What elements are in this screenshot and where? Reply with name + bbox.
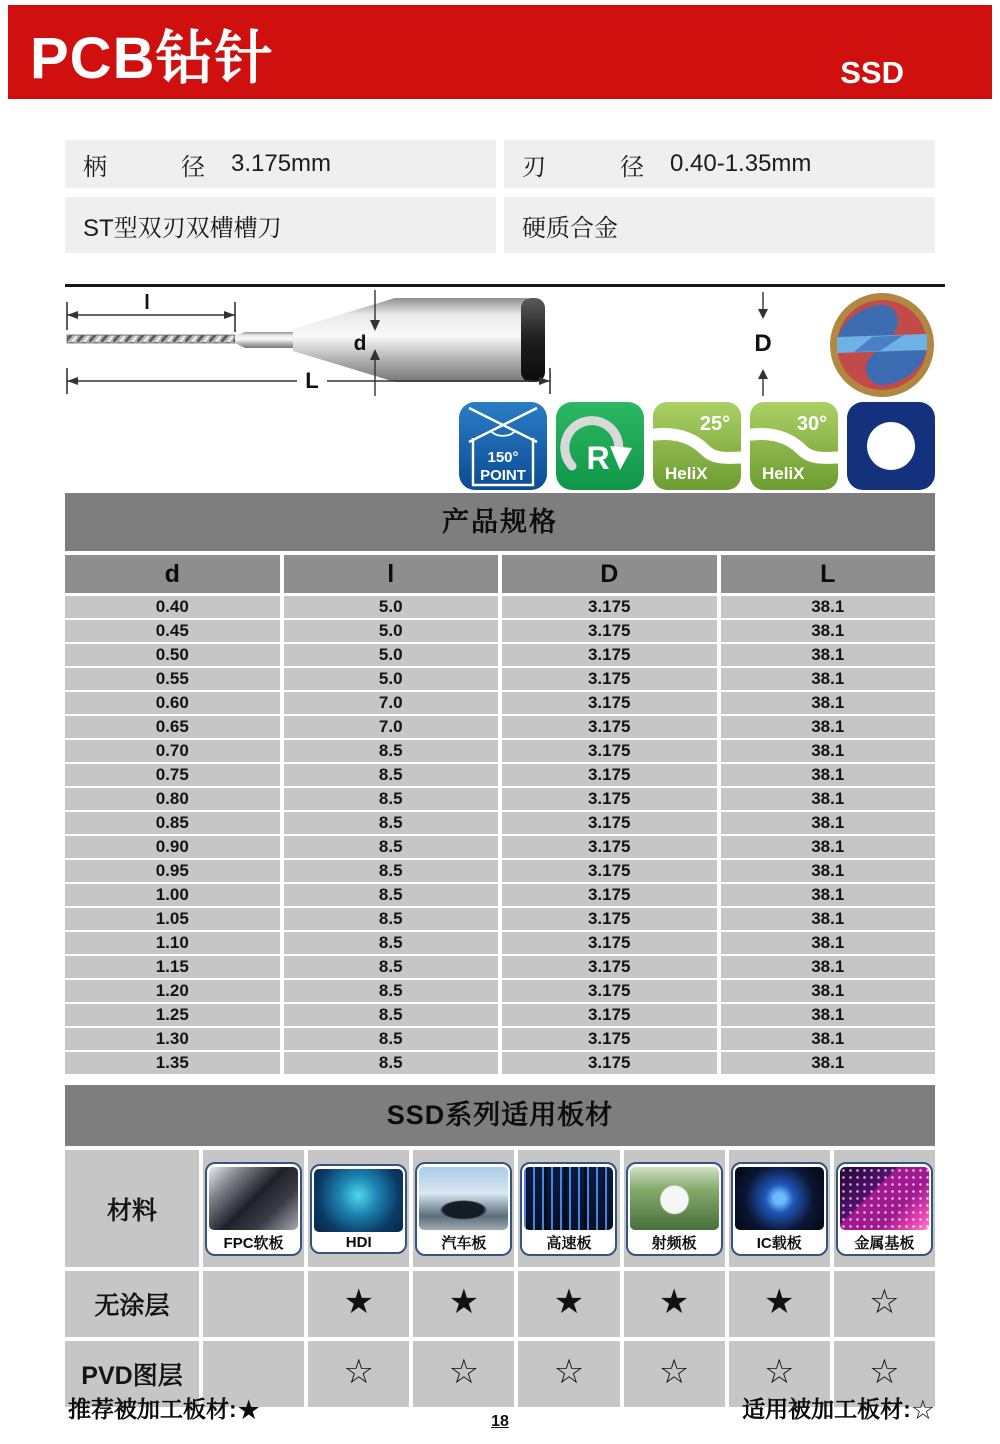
table-cell: 38.1: [721, 644, 936, 666]
material-label: 高速板: [546, 1234, 592, 1252]
table-cell: 3.175: [502, 836, 717, 858]
outline-star-icon: ☆: [729, 1341, 830, 1407]
table-row: [65, 716, 935, 738]
table-cell: 38.1: [721, 932, 936, 954]
suitable-legend-text: 适用被加工板材:: [742, 1396, 911, 1422]
outline-star-icon: ☆: [834, 1341, 935, 1407]
dim-total-length-label: L: [305, 368, 319, 393]
table-cell: 38.1: [721, 788, 936, 810]
material-label: IC载板: [756, 1234, 802, 1252]
table-cell: 3.175: [502, 764, 717, 786]
material-cell: [308, 1150, 409, 1267]
shank-dia-label: 径: [181, 153, 205, 181]
spec-col-header-l: l: [284, 555, 499, 593]
table-cell: 0.60: [65, 692, 280, 714]
table-cell: 1.25: [65, 1004, 280, 1026]
table-cell: 38.1: [721, 1004, 936, 1026]
table-cell: 0.40: [65, 596, 280, 618]
table-row: [65, 1028, 935, 1050]
material-photo: [314, 1169, 403, 1232]
table-cell: 3.175: [502, 1028, 717, 1050]
table-cell: 8.5: [284, 908, 499, 930]
table-row: [65, 764, 935, 786]
spec-table-header-row: [65, 555, 935, 593]
material-card: [836, 1162, 933, 1256]
feature-badges: [459, 402, 936, 490]
table-cell: 0.90: [65, 836, 280, 858]
material-photo: [735, 1167, 824, 1230]
table-cell: 0.50: [65, 644, 280, 666]
table-cell: 1.20: [65, 980, 280, 1002]
material-cell: [413, 1150, 514, 1267]
filled-star-icon: ★: [518, 1271, 619, 1337]
material-cell: [729, 1150, 830, 1267]
table-cell: 38.1: [721, 860, 936, 882]
materials-row-label: 材料: [65, 1150, 199, 1267]
table-row: [65, 740, 935, 762]
spec-table-body: [65, 596, 935, 1074]
materials-section-title: SSD系列适用板材: [65, 1085, 935, 1146]
table-row: [65, 980, 935, 1002]
material-photo: [630, 1167, 719, 1230]
table-cell: 3.175: [502, 860, 717, 882]
helix-25-label: HeliX: [665, 464, 708, 483]
table-cell: 8.5: [284, 932, 499, 954]
table-row: [65, 884, 935, 906]
coating-row-label: PVD图层: [65, 1341, 199, 1407]
helix-30-badge-icon: [750, 402, 838, 490]
table-cell: 1.35: [65, 1052, 280, 1074]
ring-badge-icon: [847, 402, 935, 490]
table-row: [65, 1052, 935, 1074]
table-cell: 5.0: [284, 644, 499, 666]
empty-rating-cell: [203, 1271, 304, 1337]
material-card: [520, 1162, 617, 1256]
product-spec-title: 产品规格: [65, 493, 935, 551]
table-row: [65, 596, 935, 618]
drill-flute: [67, 335, 235, 343]
material-cell: [834, 1150, 935, 1267]
table-cell: 8.5: [284, 740, 499, 762]
table-cell: 8.5: [284, 1004, 499, 1026]
table-cell: 38.1: [721, 956, 936, 978]
helix-30-angle: 30°: [796, 413, 828, 435]
table-row: [65, 932, 935, 954]
point-label: POINT: [480, 467, 526, 484]
material-card: [205, 1162, 302, 1256]
page-number-value: 18: [491, 1413, 509, 1430]
table-row: [65, 836, 935, 858]
page-title: PCB钻针: [30, 26, 274, 91]
spec-col-header-L: L: [721, 555, 936, 593]
rotation-label: R: [586, 440, 610, 476]
table-cell: 7.0: [284, 692, 499, 714]
table-cell: 38.1: [721, 1052, 936, 1074]
table-cell: 8.5: [284, 956, 499, 978]
material-label: 射频板: [651, 1234, 697, 1252]
drill-shank-cap: [521, 298, 545, 382]
material-label: HDI: [345, 1233, 372, 1251]
drill-shank: [395, 298, 527, 382]
table-cell: 38.1: [721, 764, 936, 786]
point-angle-value: 150°: [487, 449, 519, 466]
table-cell: 38.1: [721, 596, 936, 618]
table-cell: 38.1: [721, 668, 936, 690]
material-card: [626, 1162, 723, 1256]
table-cell: 0.80: [65, 788, 280, 810]
page-number: [0, 1413, 1000, 1431]
table-cell: 3.175: [502, 644, 717, 666]
material-card: [731, 1162, 828, 1256]
materials-table: [65, 1150, 935, 1407]
material-photo: [524, 1167, 613, 1230]
blade-dia-value: 0.40-1.35mm: [670, 150, 812, 177]
table-cell: 8.5: [284, 836, 499, 858]
table-cell: 8.5: [284, 1052, 499, 1074]
table-cell: 38.1: [721, 716, 936, 738]
table-row: [65, 788, 935, 810]
spec-summary: [65, 140, 935, 253]
table-row: [65, 956, 935, 978]
recommended-legend-text: 推荐被加工板材:: [68, 1396, 237, 1422]
shank-label: 柄: [83, 153, 107, 181]
point-angle-badge-icon: [459, 402, 547, 490]
material-cell: [624, 1150, 725, 1267]
spec-col-header-D: D: [502, 555, 717, 593]
table-cell: 38.1: [721, 884, 936, 906]
filled-star-icon: ★: [413, 1271, 514, 1337]
shank-diameter-cell: [65, 140, 496, 188]
table-cell: 0.45: [65, 620, 280, 642]
rotation-direction-badge-icon: [556, 402, 644, 490]
table-cell: 0.55: [65, 668, 280, 690]
table-cell: 38.1: [721, 812, 936, 834]
outline-star-icon: ☆: [624, 1341, 725, 1407]
outline-star-icon: ☆: [308, 1341, 409, 1407]
filled-star-icon: ★: [236, 1395, 261, 1425]
table-cell: 3.175: [502, 908, 717, 930]
table-cell: 0.85: [65, 812, 280, 834]
outline-star-icon: ☆: [910, 1395, 935, 1425]
table-cell: 1.00: [65, 884, 280, 906]
table-cell: 8.5: [284, 788, 499, 810]
table-cell: 3.175: [502, 1052, 717, 1074]
table-cell: 3.175: [502, 740, 717, 762]
table-cell: 38.1: [721, 908, 936, 930]
table-cell: 3.175: [502, 716, 717, 738]
material-label: 金属基板: [854, 1234, 915, 1252]
cross-section-image: [830, 293, 934, 397]
table-cell: 3.175: [502, 788, 717, 810]
table-cell: 3.175: [502, 956, 717, 978]
table-row: [65, 860, 935, 882]
dim-flute-length-label: l: [144, 292, 150, 314]
filled-star-icon: ★: [308, 1271, 409, 1337]
table-cell: 0.70: [65, 740, 280, 762]
helix-25-angle: 25°: [699, 413, 731, 435]
blade-diameter-cell: [504, 140, 935, 188]
table-cell: 0.65: [65, 716, 280, 738]
table-cell: 5.0: [284, 620, 499, 642]
series-label: SSD: [840, 55, 904, 90]
product-spec-table: [65, 493, 935, 1076]
material-photo: [840, 1167, 929, 1230]
table-cell: 1.30: [65, 1028, 280, 1050]
filled-star-icon: ★: [624, 1271, 725, 1337]
table-cell: 7.0: [284, 716, 499, 738]
divider-line: [65, 284, 945, 287]
table-row: [65, 692, 935, 714]
table-cell: 3.175: [502, 884, 717, 906]
table-row: [65, 620, 935, 642]
helix-25-badge-icon: [653, 402, 741, 490]
table-cell: 38.1: [721, 620, 936, 642]
tool-material-cell: 硬质合金: [504, 197, 935, 253]
tool-type-cell: ST型双刃双槽槽刀: [65, 197, 496, 253]
table-cell: 3.175: [502, 1004, 717, 1026]
table-row: [65, 908, 935, 930]
table-cell: 5.0: [284, 596, 499, 618]
table-row: [65, 1004, 935, 1026]
material-photo: [209, 1167, 298, 1230]
material-label: FPC软板: [223, 1234, 284, 1252]
table-cell: 3.175: [502, 812, 717, 834]
dim-tip-diameter-label: d: [353, 332, 367, 355]
table-cell: 5.0: [284, 668, 499, 690]
drill-diagram: [65, 288, 945, 400]
table-cell: 8.5: [284, 1028, 499, 1050]
material-card: [310, 1164, 407, 1254]
material-label: 汽车板: [441, 1234, 487, 1252]
table-row: [65, 644, 935, 666]
dim-shank-diameter-label: D: [754, 330, 772, 357]
spec-col-header-d: d: [65, 555, 280, 593]
table-cell: 8.5: [284, 764, 499, 786]
outline-star-icon: ☆: [413, 1341, 514, 1407]
table-cell: 1.10: [65, 932, 280, 954]
table-cell: 38.1: [721, 740, 936, 762]
table-cell: 8.5: [284, 884, 499, 906]
page-header: [8, 5, 992, 99]
table-cell: 3.175: [502, 980, 717, 1002]
blade-dia-label: 径: [620, 153, 644, 181]
material-cell: [203, 1150, 304, 1267]
table-cell: 3.175: [502, 596, 717, 618]
table-cell: 38.1: [721, 692, 936, 714]
table-row: [65, 668, 935, 690]
table-cell: 0.75: [65, 764, 280, 786]
material-photo: [419, 1167, 508, 1230]
table-cell: 38.1: [721, 1028, 936, 1050]
table-cell: 38.1: [721, 980, 936, 1002]
table-cell: 3.175: [502, 692, 717, 714]
material-cell: [518, 1150, 619, 1267]
helix-30-label: HeliX: [762, 464, 805, 483]
table-cell: 3.175: [502, 668, 717, 690]
table-cell: 38.1: [721, 836, 936, 858]
outline-star-icon: ☆: [834, 1271, 935, 1337]
table-cell: 3.175: [502, 932, 717, 954]
table-cell: 8.5: [284, 980, 499, 1002]
coating-row-label: 无涂层: [65, 1271, 199, 1337]
outline-star-icon: ☆: [518, 1341, 619, 1407]
table-cell: 8.5: [284, 860, 499, 882]
blade-label: 刃: [522, 153, 546, 181]
table-cell: 0.95: [65, 860, 280, 882]
shank-dia-value: 3.175mm: [231, 150, 332, 177]
table-row: [65, 812, 935, 834]
table-cell: 3.175: [502, 620, 717, 642]
drill-tip: [235, 332, 293, 348]
table-cell: 1.05: [65, 908, 280, 930]
table-cell: 1.15: [65, 956, 280, 978]
table-cell: 8.5: [284, 812, 499, 834]
material-card: [415, 1162, 512, 1256]
drill-diagram-svg: [65, 288, 945, 400]
filled-star-icon: ★: [729, 1271, 830, 1337]
